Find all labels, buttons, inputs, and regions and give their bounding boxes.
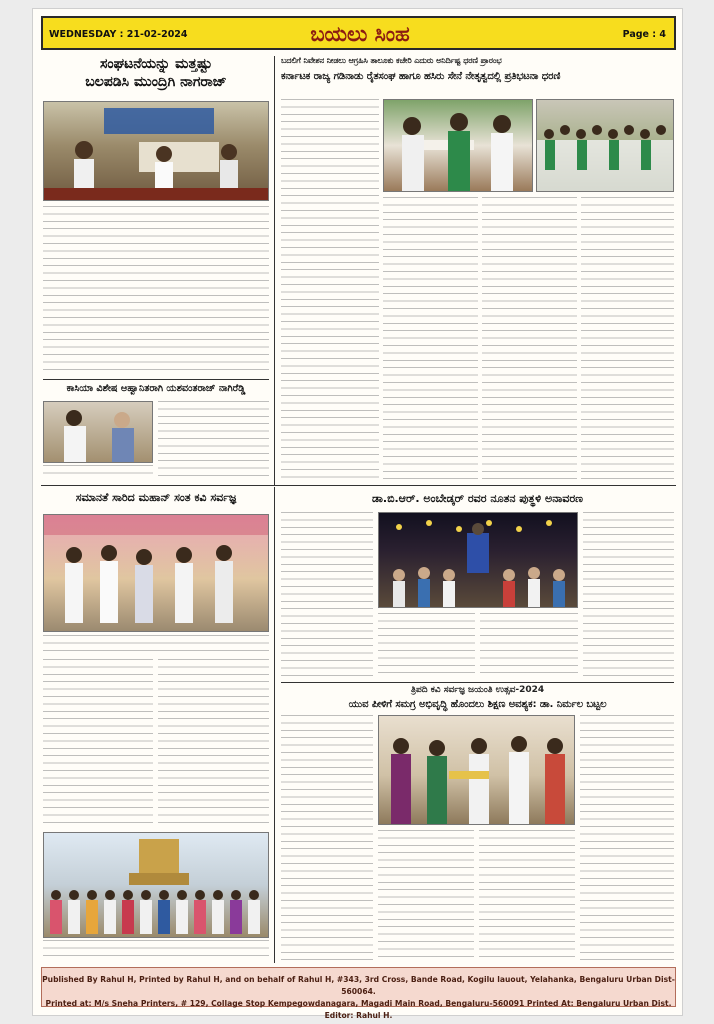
story3-photo-caption <box>43 635 269 657</box>
story4-headline: ಡಾ.ಬಿ.ಆರ್. ಅಂಬೇಡ್ಕರ್ ರವರ ನೂತನ ಪುತ್ಥಳಿ ಅನಾವರಣ <box>372 492 583 505</box>
banner-body-col1 <box>281 99 379 479</box>
story4-body-col4 <box>583 512 674 677</box>
imprint-line-1: Published By Rahul H, Printed by Rahul H, and on behalf of Rahul H, #343, 3rd Cross, Bande Road, Kogilu lauout, Yelahanka, Bengaluru Urban Dist-560064. <box>42 975 675 996</box>
story5-body-col3 <box>479 830 575 963</box>
imprint-line-2: Printed at: M/s Sneha Printers, # 129, Collage Stop Kempegowdanagara, Magadi Main Road, Bengaluru-560091 Printed At: Bengaluru Urban Dist. Editor: Rahul H. <box>45 999 672 1020</box>
story1-headline <box>43 56 269 91</box>
banner-body-col3 <box>482 197 577 479</box>
story3-photo <box>43 514 269 632</box>
award-ceremony-illustration <box>379 716 575 825</box>
story5-headline: ಯುವ ಪೀಳಿಗೆ ಸಮಗ್ರ ಅಭಿವೃದ್ಧಿ ಹೊಂದಲು ಶಿಕ್ಷಣ ಅವಶ್ಯಕ: ಡಾ. ನಿರ್ಮಲ ಬಟ್ಟಲ <box>348 699 607 710</box>
column-divider <box>274 487 275 963</box>
paper-name: ಬಯಲು ಸಿಂಹ <box>310 21 410 46</box>
banner-body-col2 <box>383 197 478 479</box>
page-number: Page : 4 <box>622 29 666 40</box>
masthead <box>41 16 676 50</box>
crowd-photo-illustration <box>537 100 674 192</box>
imprint-footer <box>41 967 676 1020</box>
story1-photo <box>43 101 269 201</box>
story2-photo-caption <box>43 465 153 479</box>
story4-body-col1 <box>281 512 373 677</box>
divider <box>43 379 269 380</box>
story4-body-col2 <box>378 613 475 677</box>
divider <box>41 485 676 486</box>
column-divider <box>274 56 275 486</box>
top-banner-kicker: ಬದಲಿಗೆ ನಿವೇಶನ ನೀಡಲು ಆಗ್ರಹಿಸಿ ತಾಲೂಕು ಕಚೇರಿ ಎದುರು ಅನಿರ್ದಿಷ್ಟ ಧರಣಿ ಪ್ರಾರಂಭ <box>281 56 502 65</box>
story2-body-text <box>158 401 269 476</box>
story5-body-col2 <box>378 830 474 963</box>
protest-photo-illustration <box>384 100 533 192</box>
story1-body-text <box>43 206 269 374</box>
statue-unveiling-illustration <box>379 513 578 608</box>
story3-headline: ಸಮಾನತೆ ಸಾರಿದ ಮಹಾನ್ ಸಂತ ಕವಿ ಸರ್ವಜ್ಞ <box>75 491 237 504</box>
banner-photo-2 <box>536 99 674 192</box>
felicitation-photo-illustration <box>44 515 269 632</box>
issue-date: WEDNESDAY : 21-02-2024 <box>49 29 188 40</box>
story3-body-right <box>158 659 269 829</box>
banner-photo-1 <box>383 99 533 192</box>
story5-body-col1 <box>281 715 373 963</box>
story3-body-left <box>43 659 153 829</box>
divider <box>281 682 674 683</box>
story3-group-caption <box>43 940 269 962</box>
story2-photo <box>43 401 153 463</box>
stage-photo-illustration <box>44 102 269 201</box>
story4-body-col3 <box>480 613 578 677</box>
story2-headline: ಕಾಸಿಯಾ ವಿಶೇಷ ಆಹ್ವಾನಿತರಾಗಿ ಯಶವಂತರಾಜ್ ನಾಗಿರೆಡ್ಡಿ <box>66 383 246 394</box>
story5-body-col4 <box>580 715 674 963</box>
handshake-photo-illustration <box>44 402 153 463</box>
banner-body-col4 <box>581 197 674 479</box>
story4-photo <box>378 512 578 608</box>
newspaper-page <box>32 8 683 1020</box>
story5-kicker: ತ್ರಿಪದಿ ಕವಿ ಸರ್ವಜ್ಞ ಜಯಂತಿ ಉತ್ಸವ-2024 <box>410 685 545 695</box>
story5-photo <box>378 715 575 825</box>
top-banner-headline: ಕರ್ನಾಟಕ ರಾಜ್ಯ ಗಡಿನಾಡು ರೈತಸಂಘ ಹಾಗೂ ಹಸಿರು ಸೇನೆ ನೇತೃತ್ವದಲ್ಲಿ ಪ್ರತಿಭಟನಾ ಧರಣಿ <box>281 71 561 82</box>
story1-headline-line2: ಬಲಪಡಿಸಿ ಮುಂದ್ರಿಗಿ ನಾಗರಾಜ್ <box>85 73 227 90</box>
story1-headline-line1: ಸಂಘಟನೆಯನ್ನು ಮತ್ತಷ್ಟು <box>99 56 213 72</box>
story3-photo-group <box>43 832 269 938</box>
group-photo-illustration <box>44 833 269 938</box>
